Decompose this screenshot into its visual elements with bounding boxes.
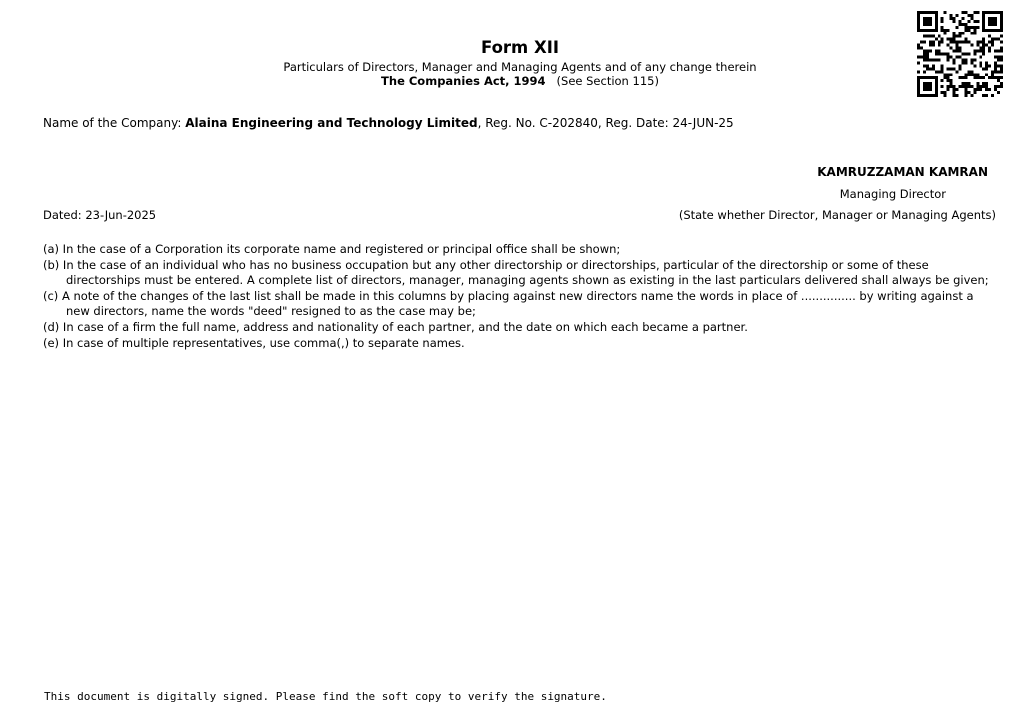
act-name: The Companies Act, 1994: [381, 74, 546, 88]
act-section: (See Section 115): [556, 74, 659, 88]
signer-designation: Managing Director: [839, 187, 946, 201]
note-item: (b) In the case of an individual who has no business occupation but any other directorship or directorships, particular of the directorship or some of these directorships must be entered. A complete list of directors, manager, managing agents shown as existing in the last particulars delivered shall always be given;: [43, 257, 989, 288]
company-name: Alaina Engineering and Technology Limited: [185, 116, 478, 130]
note-item: (a) In the case of a Corporation its corporate name and registered or principal office shall be shown;: [43, 242, 621, 256]
designation-note: (State whether Director, Manager or Managing Agents): [678, 208, 996, 222]
form-subtitle: Particulars of Directors, Manager and Managing Agents and of any change therein: [283, 60, 757, 74]
form-header: [0, 38, 1024, 88]
form-title: Form XII: [480, 38, 559, 57]
company-line: [43, 116, 734, 130]
notes-list: [43, 242, 993, 351]
act-line: [0, 74, 1024, 88]
note-item: (d) In case of a firm the full name, address and nationality of each partner, and the date on which each became a partner.: [43, 319, 748, 334]
dated-line: Dated: 23-Jun-2025: [43, 208, 157, 222]
company-name-label: Name of the Company:: [43, 116, 182, 130]
digital-signature-note: This document is digitally signed. Please find the soft copy to verify the signature.: [44, 690, 607, 703]
note-item: (c) A note of the changes of the last list shall be made in this columns by placing against new directors name the words in place of ............... by writing against a new directors, name the words "deed" resigned to as the case may be;: [43, 288, 974, 319]
company-registration: , Reg. No. C-202840, Reg. Date: 24-JUN-25: [477, 116, 734, 130]
note-item: (e) In case of multiple representatives, use comma(,) to separate names.: [43, 335, 465, 350]
qr-code-icon: [917, 11, 1003, 97]
signer-name: KAMRUZZAMAN KAMRAN: [817, 165, 988, 179]
